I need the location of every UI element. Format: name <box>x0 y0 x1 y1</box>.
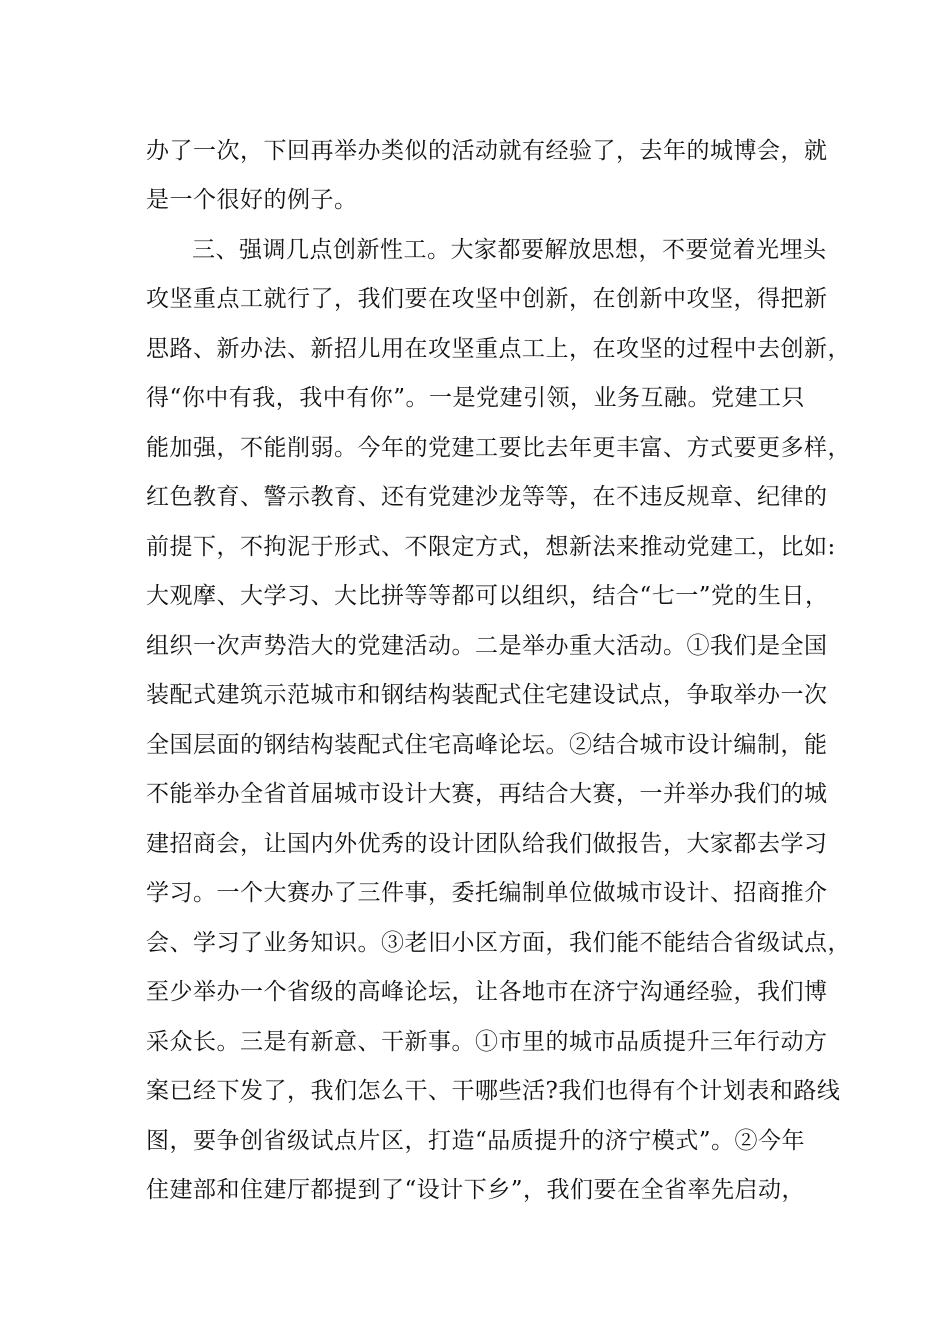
text-line: 前提下，不拘泥于形式、不限定方式，想新法来推动党建工，比如: <box>146 534 836 560</box>
text-line: 大观摩、大学习、大比拼等等都可以组织，结合“七一”党的生日， <box>146 583 829 609</box>
text-line: 案已经下发了，我们怎么干、干哪些活?我们也得有个计划表和路线 <box>146 1078 841 1104</box>
text-line: 会、学习了业务知识。③老旧小区方面，我们能不能结合省级试点， <box>146 930 851 956</box>
text-line: 建招商会，让国内外优秀的设计团队给我们做报告，大家都去学习 <box>146 831 828 857</box>
text-line: 不能举办全省首届城市设计大赛，再结合大赛，一并举办我们的城 <box>146 781 828 807</box>
text-line: 图，要争创省级试点片区，打造“品质提升的济宁模式”。②今年 <box>146 1128 806 1154</box>
text-line: 得“你中有我，我中有你”。一是党建引领，业务互融。党建工只 <box>146 385 806 411</box>
text-line: 攻坚重点工就行了，我们要在攻坚中创新，在创新中攻坚，得把新 <box>146 286 828 312</box>
text-line: 办了一次，下回再举办类似的活动就有经验了，去年的城博会，就 <box>146 138 828 164</box>
text-line: 装配式建筑示范城市和钢结构装配式住宅建设试点，争取举办一次 <box>146 682 828 708</box>
text-line: 红色教育、警示教育、还有党建沙龙等等，在不违反规章、纪律的 <box>146 484 828 510</box>
text-line: 学习。一个大赛办了三件事，委托编制单位做城市设计、招商推介 <box>146 880 828 906</box>
text-line: 思路、新办法、新招儿用在攻坚重点工上，在攻坚的过程中去创新， <box>146 336 851 362</box>
text-line: 住建部和住建厅都提到了“设计下乡”，我们要在全省率先启动， <box>146 1177 806 1203</box>
section-heading-line: 三、强调几点创新性工。大家都要解放思想，不要觉着光埋头 <box>192 237 827 263</box>
text-line: 全国层面的钢结构装配式住宅高峰论坛。②结合城市设计编制，能 <box>146 732 828 758</box>
text-line: 至少举办一个省级的高峰论坛，让各地市在济宁沟通经验，我们博 <box>146 979 828 1005</box>
text-line: 能加强，不能削弱。今年的党建工要比去年更丰富、方式要更多样， <box>146 435 851 461</box>
text-line: 采众长。三是有新意、干新事。①市里的城市品质提升三年行动方 <box>146 1029 828 1055</box>
text-line: 组织一次声势浩大的党建活动。二是举办重大活动。①我们是全国 <box>146 633 828 659</box>
text-line: 是一个很好的例子。 <box>146 187 358 213</box>
